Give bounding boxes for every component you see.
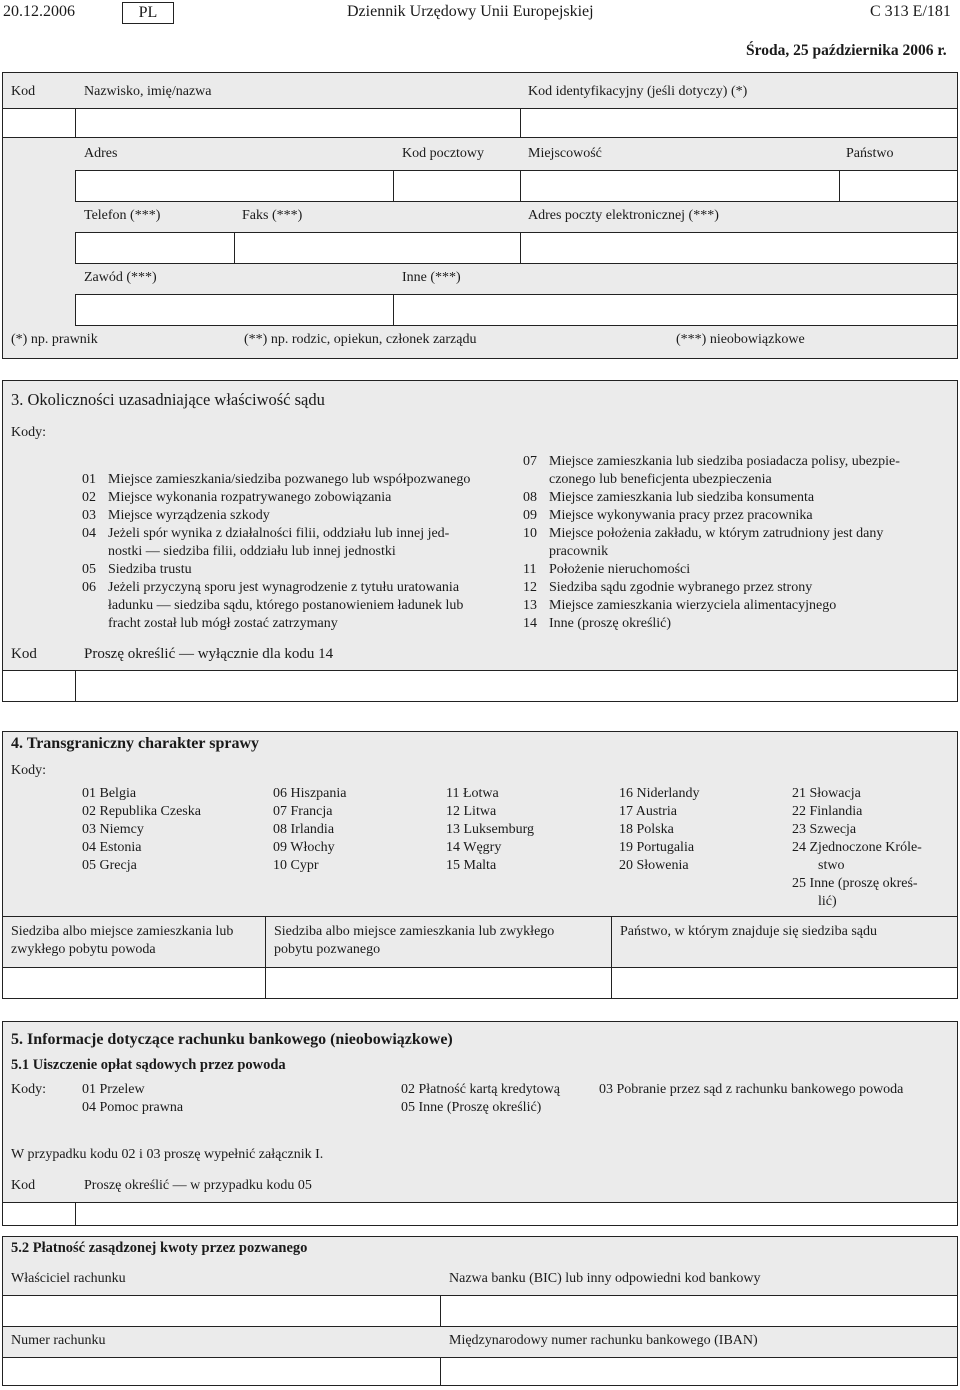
postal-code-field[interactable]	[393, 170, 521, 202]
code-row-04: 04 Jeżeli spór wynika z działalności filii, oddziału lub innej jed-	[82, 526, 450, 541]
sitting-date: Środa, 25 października 2006 r.	[746, 42, 947, 59]
id-code-field[interactable]	[520, 108, 958, 138]
country-code-item: 13 Luksemburg	[446, 822, 535, 837]
postal-code-label: Kod pocztowy	[402, 146, 485, 161]
code-row-11: 11 Położenie nieruchomości	[523, 562, 691, 577]
country-code-item: 10 Cypr	[273, 858, 319, 873]
code-row-04-cont: nostki — siedziba filii, oddziału lub innej jednostki	[108, 544, 396, 559]
court-country-label: Państwo, w którym znajduje się siedziba sądu	[620, 924, 878, 939]
code-row-01: 01 Miejsce zamieszkania/siedziba pozwanego lub współpozwanego	[82, 472, 471, 487]
code-row-02: 02 Miejsce wykonania rozpatrywanego zobowiązania	[82, 490, 392, 505]
section-3-right-codes	[523, 453, 953, 633]
country-codes-col-4	[619, 785, 699, 875]
city-field[interactable]	[520, 170, 840, 202]
country-code-item: 14 Węgry	[446, 840, 502, 855]
country-code-item: 16 Niderlandy	[619, 786, 700, 801]
section-5-kod-field[interactable]	[2, 1202, 76, 1226]
country-code-item: 23 Szwecja	[792, 822, 857, 837]
footnote-3: (***) nieobowiązkowe	[676, 332, 805, 347]
page-reference: C 313 E/181	[870, 3, 951, 20]
code-row-06-cont2: fracht został lub mógł zostać zatrzymany	[108, 616, 338, 631]
header-date: 20.12.2006	[3, 3, 75, 20]
iban-field[interactable]	[440, 1357, 958, 1386]
language-badge	[122, 2, 174, 24]
address-field[interactable]	[75, 170, 394, 202]
phone-field[interactable]	[75, 232, 235, 264]
country-codes-col-2	[273, 785, 346, 875]
footnote-2: (**) np. rodzic, opiekun, członek zarządu	[244, 332, 477, 347]
section-5-specify-label: Proszę określić — w przypadku kodu 05	[84, 1178, 312, 1193]
country-code-item: lić)	[818, 894, 837, 909]
language-code: PL	[138, 4, 158, 21]
code-row-08: 08 Miejsce zamieszkania lub siedziba konsumenta	[523, 490, 815, 505]
annex-note: W przypadku kodu 02 i 03 proszę wypełnić załącznik I.	[11, 1147, 324, 1162]
fax-field[interactable]	[234, 232, 521, 264]
country-code-item: 06 Hiszpania	[273, 786, 347, 801]
section-3-specify-label: Proszę określić — wyłącznie dla kodu 14	[84, 646, 334, 662]
address-label: Adres	[84, 146, 118, 161]
country-label: Państwo	[846, 146, 894, 161]
code-row-06-cont: ładunku — siedziba sądu, którego postanowieniem ładunek lub	[108, 598, 464, 613]
section-3-kod-label: Kod	[11, 646, 37, 662]
country-code-item: 25 Inne (proszę okreś-	[792, 876, 918, 891]
country-code-item: 05 Grecja	[82, 858, 137, 873]
phone-label: Telefon (***)	[84, 208, 161, 223]
section-4-title: 4. Transgraniczny charakter sprawy	[11, 735, 259, 752]
account-number-field[interactable]	[2, 1357, 441, 1386]
journal-title: Dziennik Urzędowy Unii Europejskiej	[347, 3, 594, 20]
footnote-1: (*) np. prawnik	[11, 332, 98, 347]
country-code-item: 15 Malta	[446, 858, 497, 873]
country-field[interactable]	[839, 170, 958, 202]
country-code-item: 01 Belgia	[82, 786, 137, 801]
defendant-domicile-label: Siedziba albo miejsce zamieszkania lub zwykłego pobytu pozwanego	[274, 924, 555, 957]
code-row-07: 07 Miejsce zamieszkania lub siedziba posiadacza polisy, ubezpie-	[523, 454, 900, 469]
country-code-item: 02 Republika Czeska	[82, 804, 201, 819]
email-label: Adres poczty elektronicznej (***)	[528, 208, 719, 223]
section-3-kody-label: Kody:	[11, 425, 46, 440]
code-row-06: 06 Jeżeli przyczyną sporu jest wynagrodzenie z tytułu uratowania	[82, 580, 460, 595]
country-code-item: 22 Finlandia	[792, 804, 863, 819]
country-code-item: 21 Słowacja	[792, 786, 861, 801]
kod-label: Kod	[11, 84, 36, 99]
code-row-10-cont: pracownik	[549, 544, 609, 559]
section-5-specify-field[interactable]	[75, 1202, 958, 1226]
bank-name-label: Nazwa banku (BIC) lub inny odpowiedni kod bankowy	[449, 1271, 761, 1286]
country-code-item: stwo	[818, 858, 845, 873]
defendant-domicile-field[interactable]	[265, 967, 612, 999]
code-row-09: 09 Miejsce wykonywania pracy przez pracownika	[523, 508, 813, 523]
section-5-kody-label: Kody:	[11, 1082, 46, 1097]
country-code-item: 24 Zjednoczone Króle-	[792, 840, 922, 855]
country-codes-col-5	[792, 785, 922, 911]
account-number-label: Numer rachunku	[11, 1333, 106, 1348]
section-4-kody-label: Kody:	[11, 763, 46, 778]
name-field[interactable]	[75, 108, 521, 138]
section-4-divider	[2, 916, 958, 917]
code-row-13: 13 Miejsce zamieszkania wierzyciela alimentacyjnego	[523, 598, 837, 613]
country-code-item: 08 Irlandia	[273, 822, 335, 837]
country-codes-col-1	[82, 785, 201, 875]
bank-name-field[interactable]	[440, 1295, 958, 1327]
section-5-kod-label: Kod	[11, 1178, 36, 1193]
section-3-left-codes	[82, 471, 512, 633]
code-row-10: 10 Miejsce położenia zakładu, w którym zatrudniony jest dany	[523, 526, 884, 541]
code-row-07-cont: czonego lub beneficjenta ubezpieczenia	[549, 472, 772, 487]
account-owner-field[interactable]	[2, 1295, 441, 1327]
section-5-1-title: 5.1 Uiszczenie opłat sądowych przez powoda	[11, 1057, 286, 1073]
country-code-item: 18 Polska	[619, 822, 674, 837]
section-3-specify-field[interactable]	[75, 670, 958, 702]
section-4-col-sep-1	[265, 916, 266, 968]
country-code-item: 12 Litwa	[446, 804, 497, 819]
email-field[interactable]	[520, 232, 958, 264]
code-row-14: 14 Inne (proszę określić)	[523, 616, 672, 631]
id-code-label: Kod identyfikacyjny (jeśli dotyczy) (*)	[528, 84, 748, 99]
other-label: Inne (***)	[402, 270, 461, 285]
other-field[interactable]	[393, 294, 958, 326]
fax-label: Faks (***)	[242, 208, 303, 223]
city-label: Miejscowość	[528, 146, 602, 161]
payment-code-04: 04 Pomoc prawna	[82, 1100, 184, 1115]
section-5-2-title: 5.2 Płatność zasądzonej kwoty przez pozwanego	[11, 1240, 308, 1256]
section-3-title: 3. Okoliczności uzasadniające właściwość sądu	[11, 390, 325, 409]
account-owner-label: Właściciel rachunku	[11, 1271, 126, 1286]
section-5-title: 5. Informacje dotyczące rachunku bankowego (nieobowiązkowe)	[11, 1031, 453, 1048]
section-4-col-sep-2	[611, 916, 612, 968]
payment-code-05: 05 Inne (Proszę określić)	[401, 1100, 542, 1115]
section-3-kod-field[interactable]	[2, 670, 76, 702]
country-code-item: 09 Włochy	[273, 840, 335, 855]
code-row-12: 12 Siedziba sądu zgodnie wybranego przez strony	[523, 580, 813, 595]
country-code-item: 03 Niemcy	[82, 822, 144, 837]
name-label: Nazwisko, imię/nazwa	[84, 84, 212, 99]
code-row-03: 03 Miejsce wyrządzenia szkody	[82, 508, 270, 523]
country-code-item: 11 Łotwa	[446, 786, 499, 801]
occupation-label: Zawód (***)	[84, 270, 157, 285]
kod-field[interactable]	[2, 108, 76, 138]
court-country-field[interactable]	[611, 967, 958, 999]
country-code-item: 07 Francja	[273, 804, 333, 819]
section-5-block	[2, 1021, 958, 1226]
iban-label: Międzynarodowy numer rachunku bankowego (IBAN)	[449, 1333, 758, 1348]
country-code-item: 19 Portugalia	[619, 840, 695, 855]
claimant-domicile-label: Siedziba albo miejsce zamieszkania lub zwykłego pobytu powoda	[11, 924, 234, 957]
country-code-item: 20 Słowenia	[619, 858, 689, 873]
occupation-field[interactable]	[75, 294, 394, 326]
payment-code-03: 03 Pobranie przez sąd z rachunku bankowego powoda	[599, 1082, 904, 1097]
payment-code-01: 01 Przelew	[82, 1082, 145, 1097]
country-codes-col-3	[446, 785, 534, 875]
payment-code-02: 02 Płatność kartą kredytową	[401, 1082, 561, 1097]
country-code-item: 04 Estonia	[82, 840, 142, 855]
code-row-05: 05 Siedziba trustu	[82, 562, 192, 577]
country-code-item: 17 Austria	[619, 804, 677, 819]
claimant-domicile-field[interactable]	[2, 967, 266, 999]
